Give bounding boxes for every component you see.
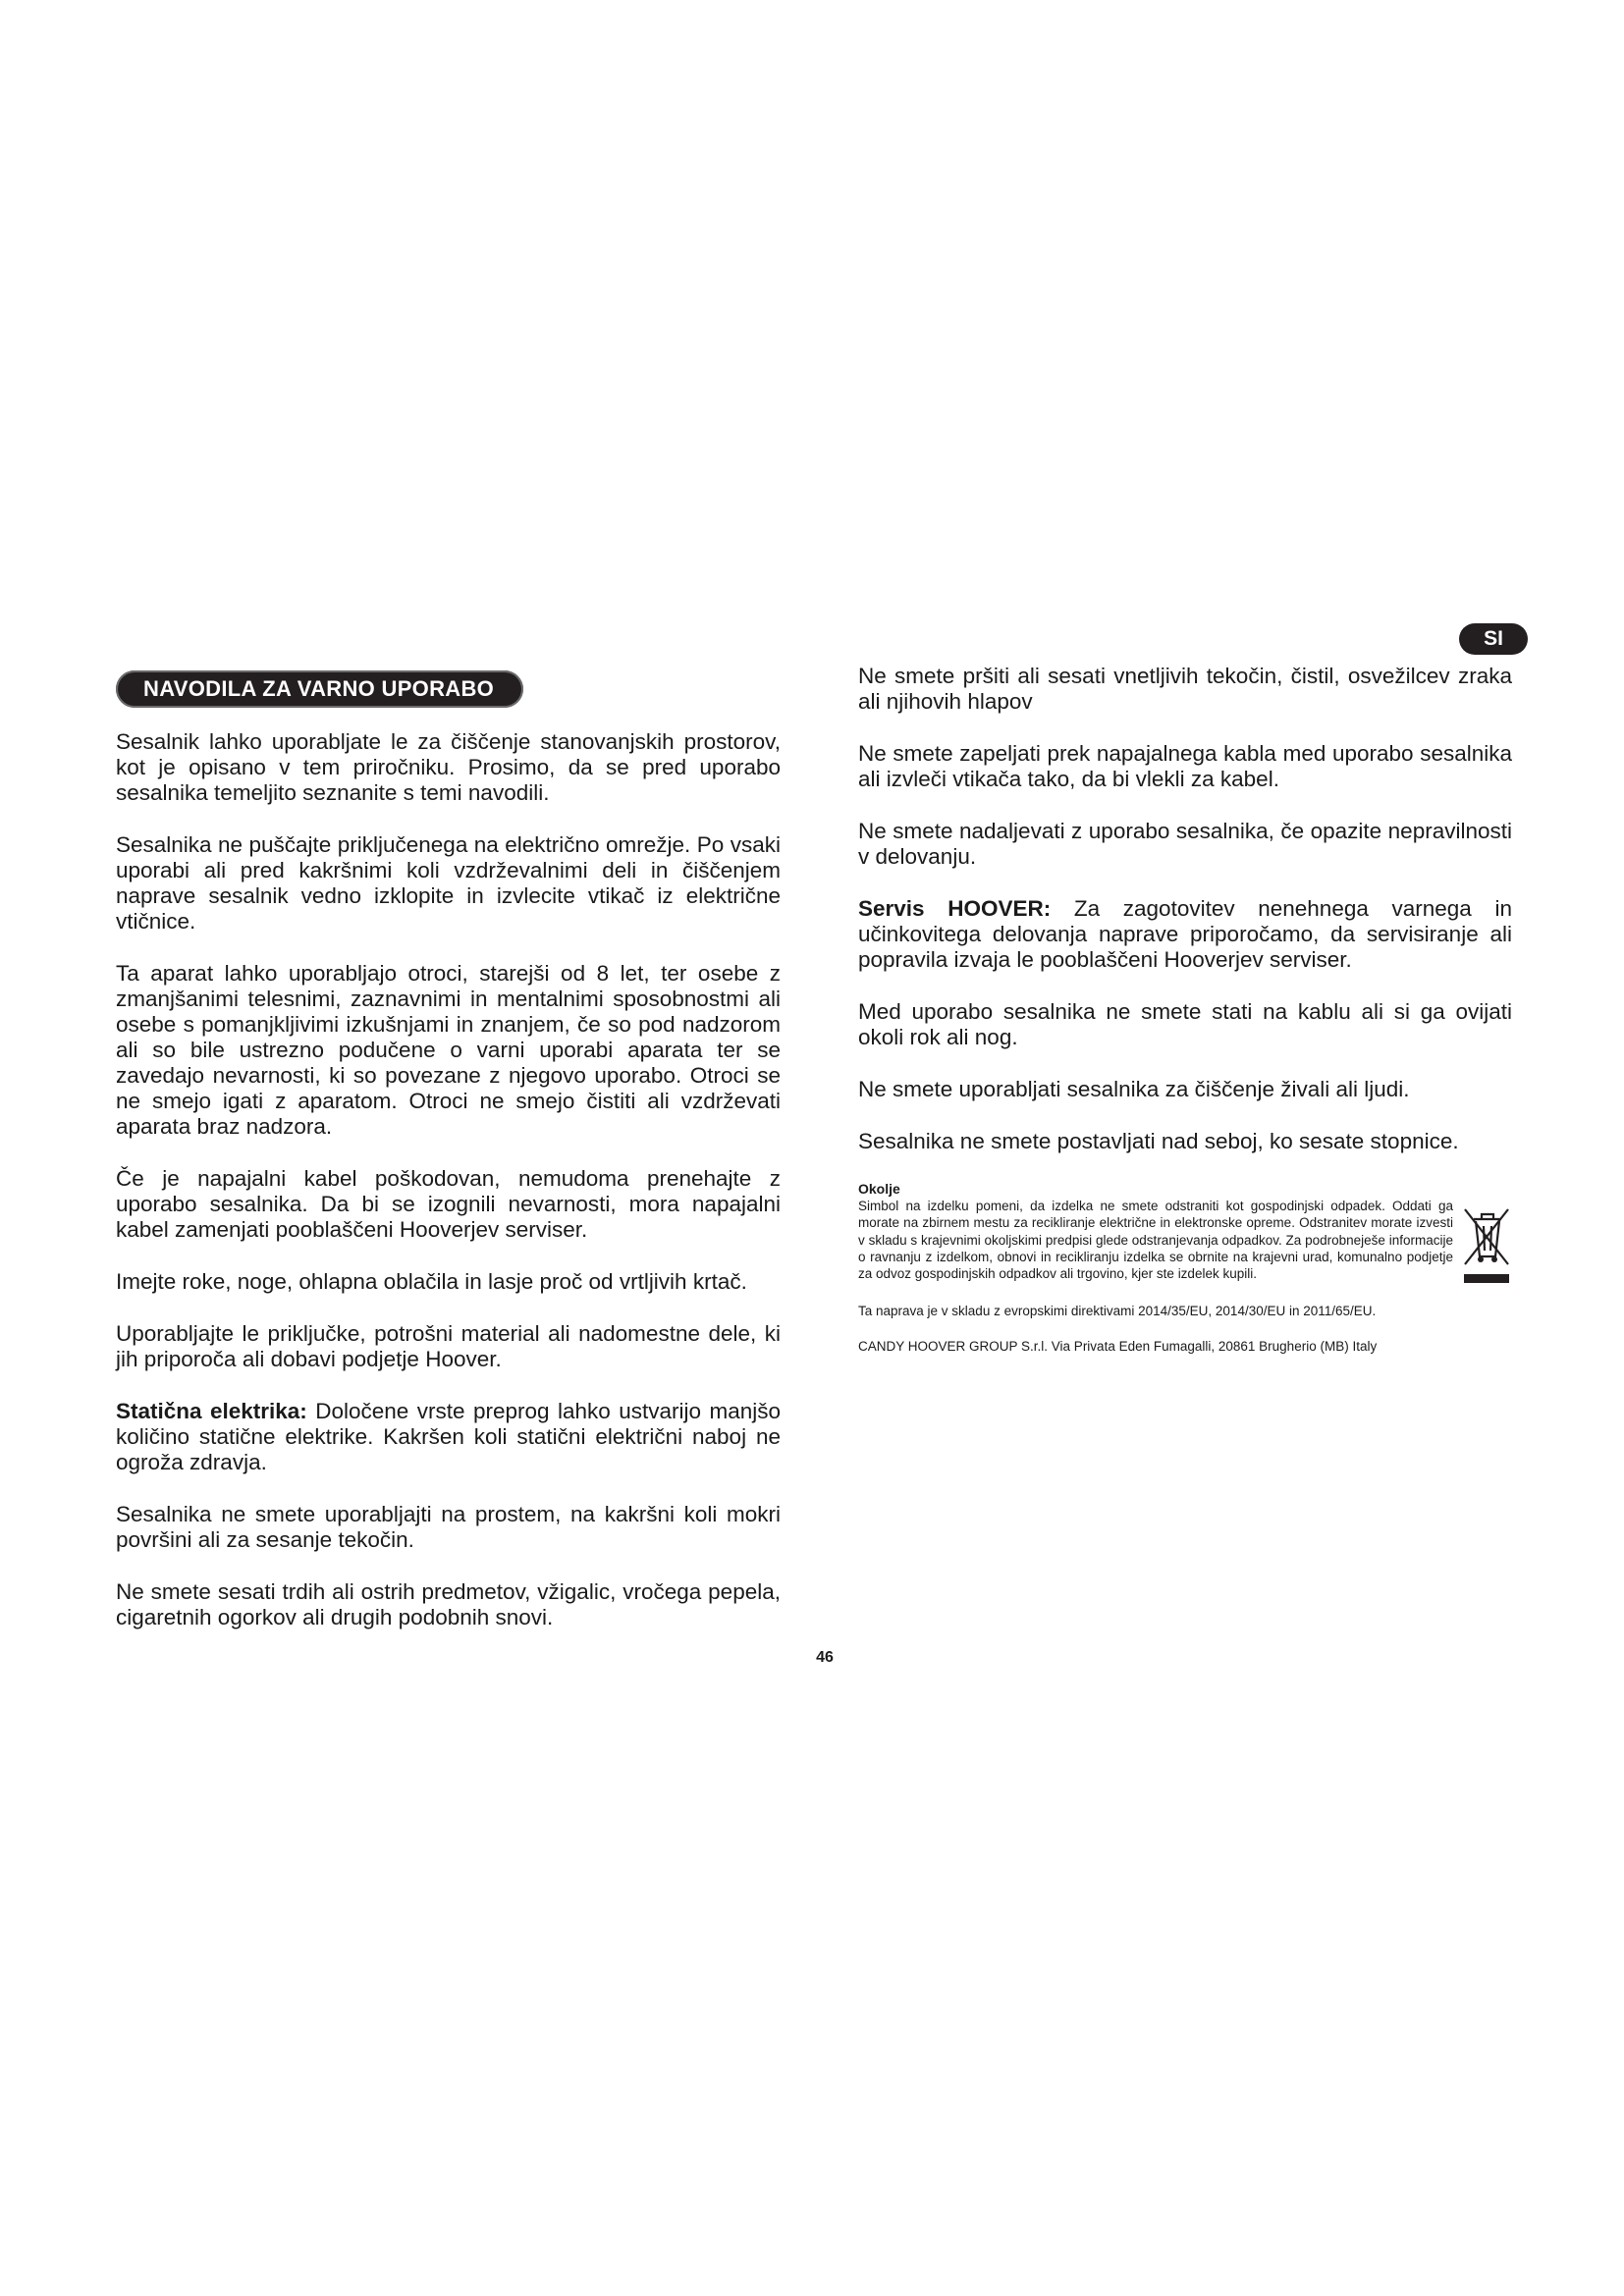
paragraph-text: Ne smete sesati trdih ali ostrih predmetov, vžigalic, vročega pepela, cigaretnih ogorkov ali drugih podobnih snovi. (116, 1579, 781, 1629)
paragraph-text: Določene vrste preprog lahko ustvarijo manjšo količino statične elektrike. Kakršen koli statični električni naboj ne ogroža zdravja. (116, 1399, 781, 1474)
paragraph-damaged-cable (116, 1166, 781, 1243)
paragraph-text: Če je napajalni kabel poškodovan, nemudoma prenehajte z uporabo sesalnika. Da bi se izognili nevarnosti, mora napajalni kabel zamenjati pooblaščeni Hooverjev serviser. (116, 1166, 781, 1242)
paragraph-stand-on-cable (858, 999, 1512, 1050)
paragraph-animals-people (858, 1077, 1512, 1102)
page-number: 46 (816, 1649, 834, 1666)
paragraph-text: Za zagotovitev nenehnega varnega in učinkovitega delovanja naprave priporočamo, da servisiranje ali popravila izvaja le pooblaščeni Hooverjev serviser. (858, 896, 1512, 972)
environment-row (858, 1198, 1512, 1288)
paragraph-accessories (116, 1321, 781, 1372)
environment-text: Simbol na izdelku pomeni, da izdelka ne smete odstraniti kot gospodinjski odpadek. Oddati ga morate na zbirnem mestu za recikliranje električne in elektronske opreme. Odstranitev morate izvesti v skladu s krajevnimi okoljskimi predpisi glede odstranjevanja odpadkov. Za podrobneješe informacije o ravnanju z izdelkom, obnovi in recikliranju izdelka se obrnite na krajevni urad, komunalno podjetje za odvoz gospodinjskih odpadkov ali trgovino, kjer ste izdelek kupili. (858, 1199, 1453, 1282)
paragraph-intended-use (116, 729, 781, 806)
language-badge: SI (1459, 623, 1528, 655)
paragraph-lead: Servis HOOVER: (858, 896, 1052, 921)
paragraph-malfunction (858, 819, 1512, 870)
paragraph-text: Sesalnika ne smete postavljati nad seboj, ko sesate stopnice. (858, 1129, 1459, 1153)
environment-section (858, 1181, 1512, 1356)
paragraph-cable-pull (858, 741, 1512, 792)
paragraph-text: Med uporabo sesalnika ne smete stati na kablu ali si ga ovijati okoli rok ali nog. (858, 999, 1512, 1049)
paragraph-text: Ne smete zapeljati prek napajalnega kabla med uporabo sesalnika ali izvleči vtikača tako, da bi vlekli za kabel. (858, 741, 1512, 791)
paragraph-flammable (858, 664, 1512, 715)
manufacturer-address: CANDY HOOVER GROUP S.r.l. Via Privata Eden Fumagalli, 20861 Brugherio (MB) Italy (858, 1339, 1378, 1355)
paragraph-unplug (116, 832, 781, 934)
paragraph-static-electricity (116, 1399, 781, 1475)
paragraph-text: Ta aparat lahko uporabljajo otroci, starejši od 8 let, ter osebe z zmanjšanimi telesnimi, zaznavnimi in mentalnimi sposobnostmi ali osebe s pomanjkljivimi izkušnjami in znanjem, če so pod nadzorom ali so bile ustrezno podučene o varni uporabi aparata ter se zavedajo nevarnosti, ki so povezane z njegovo uporabo. Otroci se ne smejo igati z aparatom. Otroci ne smejo čistiti ali vzdrževati aparata braz nadzora. (116, 961, 781, 1139)
paragraph-text: Sesalnik lahko uporabljate le za čiščenje stanovanjskih prostorov, kot je opisano v tem priročniku. Prosimo, da se pred uporabo sesalnika temeljito seznanite s temi navodili. (116, 729, 781, 805)
paragraph-text: Ne smete pršiti ali sesati vnetljivih tekočin, čistil, osvežilcev zraka ali njihovih hlapov (858, 664, 1512, 714)
section-title: NAVODILA ZA VARNO UPORABO (116, 670, 523, 708)
left-column (116, 670, 781, 1657)
directive-note: Ta naprava je v skladu z evropskimi direktivami 2014/35/EU, 2014/30/EU in 2011/65/EU. (858, 1304, 1377, 1318)
paragraph-sharp-objects (116, 1579, 781, 1630)
paragraph-text: Sesalnika ne smete uporabljajti na prostem, na kakršni koli mokri površini ali za sesanje tekočin. (116, 1502, 781, 1552)
environment-title: Okolje (858, 1181, 900, 1197)
paragraph-text: Ne smete uporabljati sesalnika za čiščenje živali ali ljudi. (858, 1077, 1410, 1101)
paragraph-outdoor (116, 1502, 781, 1553)
paragraph-text: Imejte roke, noge, ohlapna oblačila in lasje proč od vrtljivih krtač. (116, 1269, 747, 1294)
weee-crossed-bin-icon (1461, 1200, 1512, 1288)
paragraph-text: Sesalnika ne puščajte priključenega na električno omrežje. Po vsaki uporabi ali pred kakršnimi koli vzdrževalnimi deli in čiščenjem naprave sesalnik vedno izklopite in izvlecite vtikač iz električne vtičnice. (116, 832, 781, 934)
right-column (858, 664, 1512, 1356)
paragraph-lead: Statična elektrika: (116, 1399, 307, 1423)
paragraph-children (116, 961, 781, 1140)
paragraph-service (858, 896, 1512, 973)
paragraph-stairs (858, 1129, 1512, 1154)
paragraph-brushes (116, 1269, 781, 1295)
paragraph-text: Ne smete nadaljevati z uporabo sesalnika, če opazite nepravilnosti v delovanju. (858, 819, 1512, 869)
paragraph-text: Uporabljajte le priključke, potrošni material ali nadomestne dele, ki jih priporoča ali dobavi podjetje Hoover. (116, 1321, 781, 1371)
